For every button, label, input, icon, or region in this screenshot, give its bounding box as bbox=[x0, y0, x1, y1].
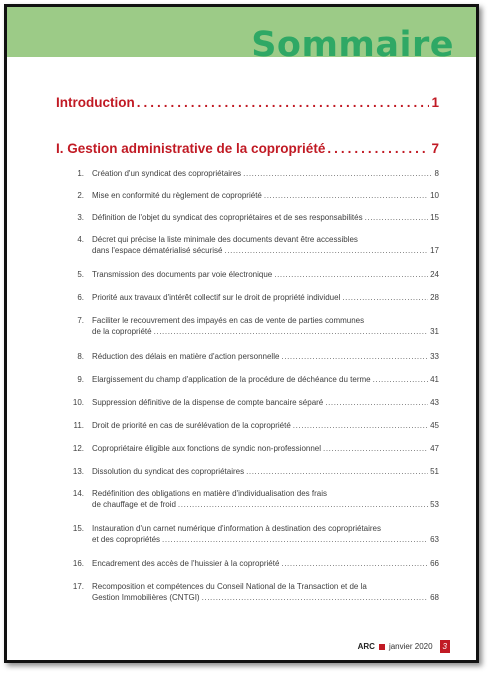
dot-leader bbox=[373, 374, 429, 385]
dot-leader bbox=[281, 351, 428, 362]
toc-entry[interactable] bbox=[70, 488, 439, 510]
dot-leader bbox=[137, 95, 430, 110]
toc-entry[interactable] bbox=[70, 212, 439, 223]
entry-page: 33 bbox=[430, 352, 439, 361]
entry-number: 12. bbox=[72, 444, 84, 453]
entry-page: 10 bbox=[430, 191, 439, 200]
entry-text: Gestion Immobilières (CNTGI) bbox=[92, 593, 200, 602]
entry-text: Dissolution du syndicat des copropriétaires bbox=[92, 467, 245, 476]
dot-leader bbox=[178, 499, 428, 510]
entry-page: 43 bbox=[430, 398, 439, 407]
entry-text: Priorité aux travaux d'intérêt collectif sur le droit de propriété individuel bbox=[92, 293, 341, 302]
toc-entry[interactable] bbox=[70, 168, 439, 179]
entry-text: Redéfinition des obligations en matière d'individualisation des frais bbox=[92, 489, 327, 498]
entry-page: 68 bbox=[430, 593, 439, 602]
entry-text: Encadrement des accès de l'huissier à la copropriété bbox=[92, 559, 280, 568]
dot-leader bbox=[264, 190, 428, 201]
entry-text: Elargissement du champ d'application de la procédure de déchéance du terme bbox=[92, 375, 371, 384]
entry-page: 51 bbox=[430, 467, 439, 476]
entry-page: 17 bbox=[430, 246, 439, 255]
entry-number: 4. bbox=[77, 235, 84, 244]
entry-text: Mise en conformité du règlement de copropriété bbox=[92, 191, 262, 200]
entry-text: Transmission des documents par voie électronique bbox=[92, 270, 273, 279]
toc-entry[interactable] bbox=[70, 374, 439, 385]
heading-page: 7 bbox=[431, 141, 439, 156]
entry-page: 53 bbox=[430, 500, 439, 509]
entry-number: 14. bbox=[72, 489, 84, 498]
toc-entry[interactable] bbox=[70, 420, 439, 431]
dot-leader bbox=[274, 269, 428, 280]
entry-number: 7. bbox=[77, 316, 84, 325]
toc-entry[interactable] bbox=[70, 292, 439, 303]
entry-number: 5. bbox=[77, 270, 84, 279]
entry-text: Décret qui précise la liste minimale des documents devant être accessibles bbox=[92, 235, 358, 244]
toc-entry[interactable] bbox=[70, 234, 439, 256]
entry-text: Suppression définitive de la dispense de compte bancaire séparé bbox=[92, 398, 324, 407]
dot-leader bbox=[342, 292, 428, 303]
entry-text: Copropriétaire éligible aux fonctions de syndic non-professionnel bbox=[92, 444, 322, 453]
toc-entry[interactable] bbox=[70, 523, 439, 545]
entry-number: 13. bbox=[72, 467, 84, 476]
toc-entry[interactable] bbox=[70, 351, 439, 362]
entry-number: 6. bbox=[77, 293, 84, 302]
entry-page: 41 bbox=[430, 375, 439, 384]
square-icon bbox=[379, 644, 385, 650]
dot-leader bbox=[162, 534, 428, 545]
entry-number: 17. bbox=[72, 582, 84, 591]
toc-entry[interactable] bbox=[70, 581, 439, 603]
entry-page: 63 bbox=[430, 535, 439, 544]
dot-leader bbox=[202, 592, 429, 603]
toc-entry[interactable] bbox=[70, 190, 439, 201]
entry-number: 16. bbox=[72, 559, 84, 568]
toc-entry[interactable] bbox=[70, 443, 439, 454]
entry-number: 3. bbox=[77, 213, 84, 222]
footer-brand: ARC bbox=[357, 642, 375, 651]
page-footer bbox=[358, 640, 450, 653]
dot-leader bbox=[281, 558, 428, 569]
document-page bbox=[4, 4, 479, 663]
entry-page: 47 bbox=[430, 444, 439, 453]
entry-page: 15 bbox=[430, 213, 439, 222]
dot-leader bbox=[325, 397, 428, 408]
entry-page: 66 bbox=[430, 559, 439, 568]
page-title: Sommaire bbox=[251, 25, 454, 65]
entry-text: Définition de l'objet du syndicat des copropriétaires et de ses responsabilités bbox=[92, 213, 363, 222]
entry-text: Création d'un syndicat des copropriétaires bbox=[92, 169, 242, 178]
dot-leader bbox=[224, 245, 428, 256]
entry-text: de chauffage et de froid bbox=[92, 500, 176, 509]
dot-leader bbox=[327, 141, 429, 156]
entry-number: 11. bbox=[73, 421, 84, 430]
entry-number: 9. bbox=[77, 375, 84, 384]
entry-number: 10. bbox=[72, 398, 84, 407]
entry-number: 2. bbox=[77, 191, 84, 200]
entry-page: 8 bbox=[434, 169, 439, 178]
toc-entry[interactable] bbox=[70, 397, 439, 408]
dot-leader bbox=[293, 420, 428, 431]
dot-leader bbox=[243, 168, 432, 179]
toc-entry[interactable] bbox=[70, 558, 439, 569]
entry-text: Faciliter le recouvrement des impayés en cas de vente de parties communes bbox=[92, 316, 365, 325]
toc-entry[interactable] bbox=[70, 466, 439, 477]
entry-text: Réduction des délais en matière d'action personnelle bbox=[92, 352, 280, 361]
entry-number: 8. bbox=[77, 352, 84, 361]
entry-text: Instauration d'un carnet numérique d'information à destination des copropriétaires bbox=[92, 524, 382, 533]
heading-page: 1 bbox=[431, 95, 439, 110]
footer-date: janvier 2020 bbox=[388, 642, 433, 651]
heading-label: Introduction bbox=[56, 95, 135, 110]
entry-page: 31 bbox=[430, 327, 439, 336]
dot-leader bbox=[246, 466, 428, 477]
entry-number: 15. bbox=[72, 524, 84, 533]
entry-text: Recomposition et compétences du Conseil National de la Transaction et de la bbox=[92, 582, 367, 591]
dot-leader bbox=[365, 212, 429, 223]
heading-label: I. Gestion administrative de la copropriété bbox=[56, 141, 326, 156]
toc-heading-section-1[interactable] bbox=[56, 141, 439, 156]
entry-text: de la copropriété bbox=[92, 327, 152, 336]
entry-number: 1. bbox=[77, 169, 84, 178]
entry-page: 45 bbox=[430, 421, 439, 430]
dot-leader bbox=[154, 326, 429, 337]
entry-text: et des copropriétés bbox=[92, 535, 161, 544]
dot-leader bbox=[323, 443, 428, 454]
toc-entry[interactable] bbox=[70, 269, 439, 280]
toc-entry[interactable] bbox=[70, 315, 439, 337]
entry-page: 28 bbox=[430, 293, 439, 302]
footer-page-number: 3 bbox=[440, 640, 450, 653]
entry-page: 24 bbox=[430, 270, 439, 279]
entry-text: dans l'espace dématérialisé sécurisé bbox=[92, 246, 223, 255]
toc-heading-introduction[interactable] bbox=[56, 95, 439, 110]
entry-text: Droit de priorité en cas de surélévation de la copropriété bbox=[92, 421, 291, 430]
